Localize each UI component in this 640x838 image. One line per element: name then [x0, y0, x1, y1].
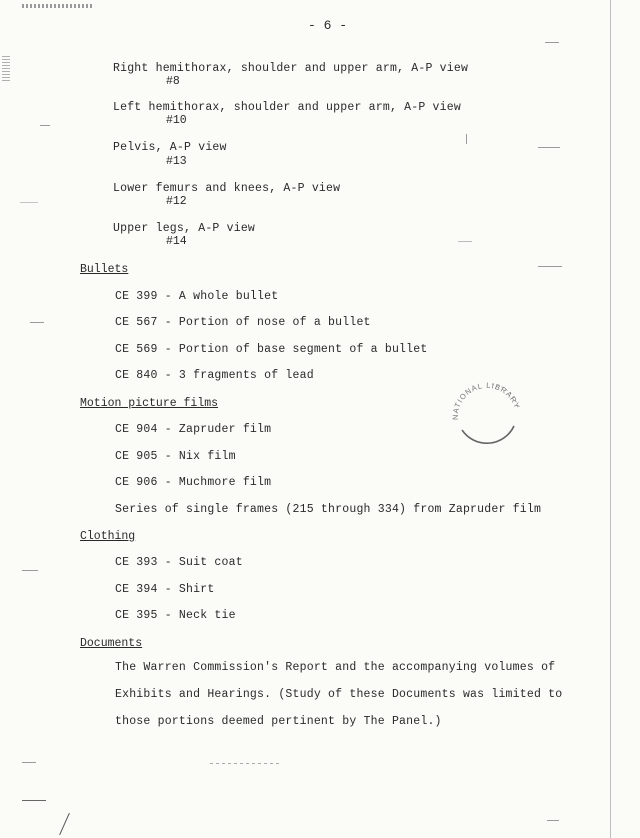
- list-item: CE 567 - Portion of nose of a bullet: [115, 316, 371, 329]
- scan-artifact: [547, 820, 559, 821]
- scan-artifact: [22, 4, 92, 8]
- library-stamp: [448, 374, 526, 452]
- scan-artifact: [466, 134, 467, 144]
- list-item: CE 395 - Neck tie: [115, 609, 236, 622]
- xray-view-label: Left hemithorax, shoulder and upper arm, A-P view: [113, 101, 461, 114]
- scan-artifact: [22, 762, 36, 763]
- list-item: CE 393 - Suit coat: [115, 556, 243, 569]
- section-heading-clothing: Clothing: [80, 530, 136, 543]
- xray-view-label: Upper legs, A-P view: [113, 222, 256, 235]
- stamp-text: NATIONAL LIBRARY: [450, 380, 522, 421]
- xray-view-number: #12: [166, 195, 187, 208]
- list-item: Series of single frames (215 through 334) from Zapruder film: [115, 503, 542, 516]
- list-item: CE 840 - 3 fragments of lead: [115, 369, 314, 382]
- scan-artifact: [538, 147, 560, 148]
- section-heading-films: Motion picture films: [80, 397, 219, 410]
- document-text-line: those portions deemed pertinent by The Panel.): [115, 715, 442, 728]
- scan-artifact: [22, 800, 46, 801]
- xray-view-number: #10: [166, 114, 187, 127]
- scan-artifact: [538, 266, 562, 267]
- scan-artifact: [20, 202, 38, 203]
- xray-view-label: Lower femurs and knees, A-P view: [113, 182, 341, 195]
- scan-artifact: [40, 125, 50, 126]
- section-heading-bullets: Bullets: [80, 263, 129, 276]
- list-item: CE 399 - A whole bullet: [115, 290, 279, 303]
- xray-view-number: #13: [166, 155, 187, 168]
- list-item: CE 905 - Nix film: [115, 450, 236, 463]
- page-number: - 6 -: [308, 18, 348, 33]
- scan-artifact: [2, 55, 10, 81]
- scan-artifact: [545, 42, 559, 43]
- document-text-line: Exhibits and Hearings. (Study of these Documents was limited to: [115, 688, 563, 701]
- xray-view-number: #8: [166, 75, 180, 88]
- document-text-line: The Warren Commission's Report and the accompanying volumes of: [115, 661, 556, 674]
- list-item: CE 906 - Muchmore film: [115, 476, 272, 489]
- scan-artifact: [210, 763, 280, 764]
- scan-artifact: [30, 322, 44, 323]
- xray-view-label: Pelvis, A-P view: [113, 141, 227, 154]
- list-item: CE 904 - Zapruder film: [115, 423, 272, 436]
- list-item: CE 394 - Shirt: [115, 583, 215, 596]
- list-item: CE 569 - Portion of base segment of a bullet: [115, 343, 428, 356]
- scan-artifact: [59, 813, 70, 835]
- svg-text:NATIONAL LIBRARY: [451, 381, 522, 420]
- margin-rule: [610, 0, 611, 838]
- section-heading-documents: Documents: [80, 637, 143, 650]
- xray-view-number: #14: [166, 235, 187, 248]
- xray-view-label: Right hemithorax, shoulder and upper arm, A-P view: [113, 62, 469, 75]
- scan-artifact: [458, 241, 472, 242]
- scan-artifact: [22, 570, 38, 571]
